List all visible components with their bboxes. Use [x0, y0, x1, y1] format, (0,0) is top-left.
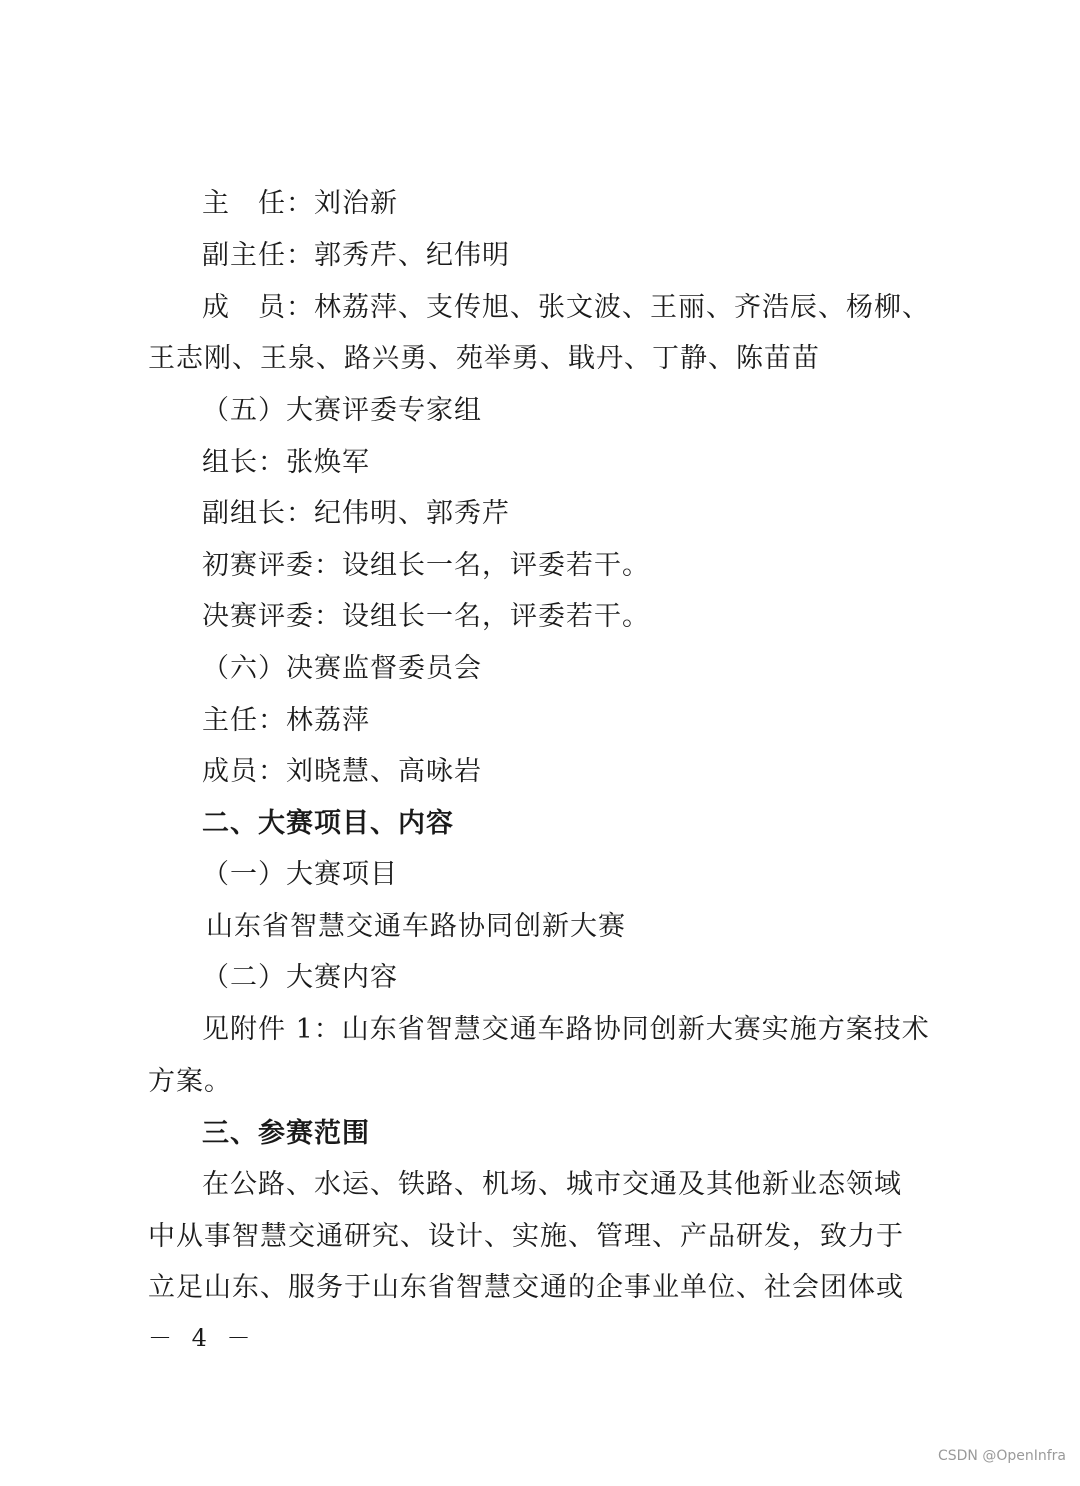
committee-members-line-2: 王志刚、王泉、路兴勇、苑举勇、戢丹、丁静、陈苗苗	[148, 343, 820, 374]
subheading-competition-content: （二）大赛内容	[202, 962, 398, 993]
watermark: CSDN @OpenInfra	[937, 1448, 1066, 1464]
section-heading-supervision-committee: （六）决赛监督委员会	[202, 653, 482, 684]
competition-project-name: 山东省智慧交通车路协同创新大赛	[206, 911, 626, 942]
expert-group-leader-line: 组长：张焕军	[202, 447, 370, 478]
competition-content-line-2: 方案。	[148, 1066, 232, 1097]
competition-content-line-1: 见附件 1：山东省智慧交通车路协同创新大赛实施方案技术	[202, 1014, 930, 1045]
scope-paragraph-line-3: 立足山东、服务于山东省智慧交通的企事业单位、社会团体或	[148, 1272, 904, 1303]
scope-paragraph-line-2: 中从事智慧交通研究、设计、实施、管理、产品研发，致力于	[148, 1221, 904, 1252]
final-judges-line: 决赛评委：设组长一名，评委若干。	[202, 601, 650, 632]
section-heading-expert-group: （五）大赛评委专家组	[202, 395, 482, 426]
section-heading-scope: 三、参赛范围	[202, 1118, 370, 1149]
committee-members-line-1: 成 员：林荔萍、支传旭、张文波、王丽、齐浩辰、杨柳、	[202, 292, 930, 323]
page-number: － 4 －	[148, 1324, 257, 1352]
section-heading-projects-content: 二、大赛项目、内容	[202, 808, 454, 839]
committee-director-line: 主 任：刘治新	[202, 188, 398, 219]
supervision-members-line: 成员：刘晓慧、高咏岩	[202, 756, 482, 787]
expert-group-deputy-line: 副组长：纪伟明、郭秀芹	[202, 498, 510, 529]
preliminary-judges-line: 初赛评委：设组长一名，评委若干。	[202, 550, 650, 581]
supervision-director-line: 主任：林荔萍	[202, 705, 370, 736]
scope-paragraph-line-1: 在公路、水运、铁路、机场、城市交通及其他新业态领域	[202, 1169, 902, 1200]
committee-deputy-director-line: 副主任：郭秀芹、纪伟明	[202, 240, 510, 271]
subheading-competition-project: （一）大赛项目	[202, 859, 398, 890]
